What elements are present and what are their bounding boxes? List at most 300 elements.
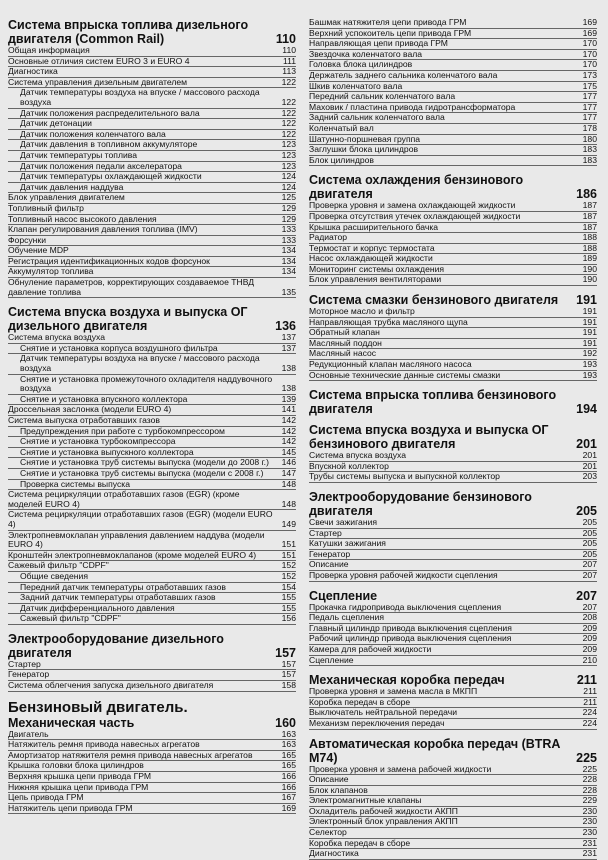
entry-title: Моторное масло и фильтр [309, 306, 415, 317]
toc-entry[interactable] [8, 354, 296, 374]
entry-title: Регистрация идентификационных кодов форсунок [8, 255, 210, 266]
section-title: Сцепление [309, 588, 378, 603]
toc-entry[interactable] [309, 275, 597, 286]
entry-title: Верхняя крышка цепи привода ГРМ [8, 771, 152, 782]
entry-title: Селектор [309, 827, 347, 838]
entry-title: Передний сальник коленчатого вала [309, 91, 456, 102]
page-number: 205 [582, 517, 597, 527]
toc-entry[interactable] [8, 375, 296, 395]
entry-title: Звездочка коленчатого вала [309, 48, 423, 59]
page-number: 190 [582, 274, 597, 285]
section-gap [8, 298, 296, 305]
page-number: 177 [582, 101, 597, 112]
toc-entry[interactable] [309, 223, 597, 234]
entry-title: Нижняя крышка цепи привода ГРМ [8, 781, 149, 792]
toc-section-heading[interactable] [309, 173, 597, 201]
entry-title: Обратный клапан [309, 327, 380, 338]
entry-title: Дроссельная заслонка (модели EURO 4) [8, 404, 172, 415]
entry-title: Шатунно-поршневая группа [309, 133, 421, 144]
entry-title: Масляный поддон [309, 337, 382, 348]
page-number: 177 [582, 91, 597, 102]
entry-title: Проверка отсутствия утечек охлаждающей жидкости [309, 210, 521, 221]
page-number: 137 [281, 342, 296, 353]
entry-title: Система выпуска отработавших газов [8, 415, 160, 425]
toc-section-heading[interactable] [8, 305, 296, 333]
entry-title: Прокачка гидропривода выключения сцепления [309, 601, 502, 612]
entry-title: Снятие и установка турбокомпрессора [20, 436, 176, 447]
entry-title: Проверка уровня рабочей жидкости сцепления [309, 569, 498, 580]
page-number: 183 [582, 154, 597, 165]
page-number: 113 [282, 66, 296, 77]
page-number: 157 [281, 658, 296, 669]
toc-entry[interactable] [309, 849, 597, 860]
page-number: 203 [582, 471, 597, 482]
toc-entry[interactable] [309, 371, 597, 382]
part-title: Бензиновый двигатель. [8, 698, 188, 716]
page-number: 134 [281, 245, 296, 256]
entry-title: Натяжитель цепи привода ГРМ [8, 802, 133, 813]
page-number: 124 [281, 171, 296, 182]
page-number: 139 [281, 393, 296, 404]
entry-title: Общая информация [8, 45, 90, 55]
page-number: 166 [281, 781, 296, 792]
page-number: 205 [582, 527, 597, 538]
entry-title: Датчик положения коленчатого вала [20, 128, 166, 139]
entry-title: Рабочий цилиндр привода выключения сцепления [309, 633, 512, 644]
toc-section-heading[interactable] [309, 737, 597, 765]
page-number: 122 [281, 128, 296, 139]
page-number: 175 [582, 80, 597, 91]
entry-title: Сажевый фильтр "CDPF" [8, 560, 109, 571]
entry-title: Блок управления вентиляторами [309, 274, 442, 285]
page-number: 211 [583, 686, 597, 697]
toc-section-heading[interactable] [309, 388, 597, 416]
toc-entry[interactable] [8, 660, 296, 671]
page-number: 187 [582, 221, 597, 232]
entry-title: Датчик температуры воздуха на впуске / массового расхода воздуха [20, 87, 260, 107]
toc-section-heading[interactable] [8, 632, 296, 660]
section-title: Электрооборудование бензинового двигателя [309, 490, 532, 518]
page-number: 180 [582, 133, 597, 144]
page-number: 156 [281, 613, 296, 624]
entry-title: Датчик дифференциального давления [20, 602, 175, 613]
page-number: 137 [281, 332, 296, 343]
page-number: 187 [582, 200, 597, 211]
toc-left-column [8, 18, 296, 814]
entry-title: Проверка уровня и замена масла в МКПП [309, 686, 478, 697]
entry-title: Башмак натяжителя цепи привода ГРМ [309, 17, 467, 27]
entry-title: Описание [309, 774, 349, 785]
page-number: 194 [576, 402, 597, 417]
section-gap [309, 483, 597, 490]
entry-title: Описание [309, 559, 349, 570]
entry-title: Система рециркуляции отработавших газов (EGR) (модели EURO 4) [8, 509, 273, 529]
page-number: 163 [281, 728, 296, 739]
page-number: 191 [582, 337, 597, 348]
page-number: 151 [281, 549, 296, 560]
entry-title: Снятие и установка корпуса воздушного фильтра [20, 342, 218, 353]
page-number: 183 [582, 144, 597, 155]
page-number: 201 [582, 450, 597, 461]
entry-title: Топливный насос высокого давления [8, 213, 157, 224]
page-number: 165 [281, 760, 296, 771]
page-number: 193 [582, 369, 597, 380]
page-number: 170 [582, 48, 597, 59]
page-number: 122 [281, 118, 296, 129]
entry-title: Амортизатор натяжителя ремня привода навесных агрегатов [8, 749, 253, 760]
entry-title: Основные технические данные системы смазки [309, 369, 501, 380]
page-number: 178 [582, 122, 597, 133]
page-number: 155 [281, 592, 296, 603]
toc-section-heading[interactable] [309, 293, 597, 307]
entry-title: Масляный насос [309, 348, 377, 359]
page-number: 142 [281, 436, 296, 447]
page-number: 152 [281, 560, 296, 571]
entry-title: Маховик / пластина привода гидротрансформатора [309, 101, 516, 112]
entry-title: Проверка системы выпуска [20, 478, 130, 489]
section-title: Система впрыска топлива дизельного двигателя (Common Rail) [8, 18, 249, 46]
entry-title: Датчик температуры воздуха на впуске / массового расхода воздуха [20, 353, 260, 374]
page-number: 136 [275, 319, 296, 334]
entry-title: Датчик детонации [20, 118, 92, 129]
page-number: 151 [281, 539, 296, 550]
page-number: 207 [576, 588, 597, 603]
page-number: 133 [281, 234, 296, 245]
page-number: 154 [281, 581, 296, 592]
toc-entry[interactable] [309, 472, 597, 483]
page-number: 138 [281, 383, 296, 394]
page-number: 163 [281, 739, 296, 750]
toc-entry[interactable] [8, 278, 296, 298]
entry-title: Аккумулятор топлива [8, 266, 94, 277]
page-number: 134 [281, 266, 296, 277]
entry-title: Коробка передач в сборе [309, 837, 411, 848]
entry-title: Задний датчик температуры отработавших газов [20, 592, 216, 603]
page-number: 110 [282, 45, 296, 55]
entry-title: Головка блока цилиндров [309, 59, 413, 70]
entry-title: Проверка уровня и замена охлаждающей жидкости [309, 200, 516, 211]
page-number: 145 [281, 446, 296, 457]
page-number: 177 [582, 112, 597, 123]
page-number: 228 [582, 784, 597, 795]
section-title: Система впрыска топлива бензинового двигателя [309, 388, 557, 417]
page-number: 230 [582, 816, 597, 827]
entry-title: Снятие и установка впускного коллектора [20, 393, 188, 404]
page-number: 228 [582, 774, 597, 785]
entry-title: Кронштейн электропневмоклапанов (кроме моделей EURO 4) [8, 549, 257, 560]
entry-title: Электромагнитные клапаны [309, 795, 422, 806]
toc-entry[interactable] [309, 765, 597, 776]
entry-title: Стартер [8, 658, 41, 669]
section-gap [309, 730, 597, 737]
page-number: 123 [281, 149, 296, 160]
page-number: 129 [281, 202, 296, 213]
entry-title: Направляющая цепи привода ГРМ [309, 38, 448, 49]
entry-title: Передний датчик температуры отработавших газов [20, 581, 226, 592]
page-number: 148 [281, 478, 296, 489]
toc-entry[interactable] [8, 531, 296, 551]
page-number: 224 [582, 707, 597, 718]
page-number: 173 [582, 69, 597, 80]
entry-title: Заглушки блока цилиндров [309, 144, 419, 155]
page-number: 225 [582, 763, 597, 774]
page-number: 188 [582, 232, 597, 243]
page-number: 230 [582, 827, 597, 838]
section-gap [309, 666, 597, 673]
entry-title: Диагностика [309, 848, 359, 859]
page-number: 111 [282, 55, 296, 66]
page-number: 207 [582, 601, 597, 612]
page-number: 165 [281, 749, 296, 760]
entry-title: Топливный фильтр [8, 202, 84, 213]
entry-title: Система управления дизельным двигателем [8, 76, 188, 87]
entry-title: Трубы системы выпуска и выпускной коллектор [309, 471, 500, 482]
page-number: 209 [582, 633, 597, 644]
entry-title: Сцепление [309, 654, 354, 665]
page-number: 205 [582, 548, 597, 559]
page-number: 170 [582, 38, 597, 49]
entry-title: Блок цилиндров [309, 154, 375, 165]
entry-title: Снятие и установка промежуточного охладителя наддувочного воздуха [20, 373, 273, 394]
entry-title: Снятие и установка выпускного коллектора [20, 446, 194, 457]
entry-title: Двигатель [8, 728, 49, 739]
toc-entry[interactable] [8, 490, 296, 510]
entry-title: Крышка головки блока цилиндров [8, 760, 144, 771]
page-number: 134 [281, 255, 296, 266]
page-number: 167 [281, 792, 296, 803]
page-number: 188 [582, 242, 597, 253]
entry-title: Охладитель рабочей жидкости АКПП [309, 805, 458, 816]
entry-title: Проверка уровня и замена рабочей жидкости [309, 763, 492, 774]
entry-title: Общие сведения [20, 570, 88, 581]
page-number: 193 [582, 359, 597, 370]
entry-title: Блок клапанов [309, 784, 368, 795]
entry-title: Термостат и корпус термостата [309, 242, 435, 253]
page-number: 189 [582, 253, 597, 264]
toc-section-heading[interactable] [309, 423, 597, 451]
page-number: 138 [281, 363, 296, 374]
entry-title: Цепь привода ГРМ [8, 792, 84, 803]
entry-title: Стартер [309, 527, 342, 538]
page-number: 186 [576, 187, 597, 202]
page-number: 157 [281, 669, 296, 680]
entry-title: Натяжитель ремня привода навесных агрегатов [8, 739, 200, 750]
page-number: 169 [582, 17, 597, 27]
section-gap [309, 381, 597, 388]
page-number: 142 [281, 425, 296, 436]
page-number: 224 [582, 717, 597, 728]
section-title: Автоматическая коробка передач (BTRA M74) [309, 736, 560, 765]
page-number: 124 [281, 181, 296, 192]
entry-title: Педаль сцепления [309, 612, 384, 623]
toc-entry[interactable] [309, 539, 597, 550]
section-title: Система впуска воздуха и выпуска ОГ дизельного двигателя [8, 305, 248, 334]
toc-entry[interactable] [8, 681, 296, 692]
section-title: Система охлаждения бензинового двигателя [309, 173, 524, 202]
section-gap [8, 625, 296, 632]
section-gap [309, 416, 597, 423]
entry-title: Механизм переключения передач [309, 717, 445, 728]
entry-title: Коробка передач в сборе [309, 696, 411, 707]
page-number: 125 [281, 192, 296, 203]
section-gap [309, 582, 597, 589]
page-number: 201 [582, 460, 597, 471]
page-number: 149 [281, 518, 296, 529]
entry-title: Верхний успокоитель цепи привода ГРМ [309, 27, 472, 38]
page-number: 210 [582, 654, 597, 665]
toc-section-heading[interactable] [309, 490, 597, 518]
entry-title: Коленчатый вал [309, 122, 374, 133]
page-number: 148 [281, 498, 296, 509]
entry-title: Камера для рабочей жидкости [309, 643, 432, 654]
page-number: 142 [281, 415, 296, 425]
page-number: 207 [582, 559, 597, 570]
toc-entry[interactable] [8, 225, 296, 236]
page-number: 191 [582, 316, 597, 327]
entry-title: Радиатор [309, 232, 348, 243]
section-gap [309, 166, 597, 173]
toc-entry[interactable] [8, 614, 296, 625]
page-number: 122 [281, 107, 296, 118]
entry-title: Датчик положения педали акселератора [20, 160, 182, 171]
entry-title: Система рециркуляции отработавших газов (EGR) (кроме моделей EURO 4) [8, 489, 240, 509]
entry-title: Датчик давления в топливном аккумуляторе [20, 139, 198, 150]
entry-title: Электропневмоклапан управления давлением наддува (модели EURO 4) [8, 529, 265, 550]
page-number: 169 [582, 27, 597, 38]
toc-entry[interactable] [309, 550, 597, 561]
page-number: 231 [582, 837, 597, 848]
section-title: Механическая коробка передач [309, 673, 505, 688]
page-number: 207 [582, 569, 597, 580]
entry-title: Датчик положения распределительного вала [20, 107, 200, 118]
page-number: 122 [281, 76, 296, 87]
section-title: Механическая часть [8, 715, 135, 730]
page-number: 122 [281, 96, 296, 107]
entry-title: Система впуска воздуха [309, 450, 407, 461]
entry-title: Генератор [309, 548, 351, 559]
toc-entry[interactable] [309, 518, 597, 529]
entry-title: Форсунки [8, 234, 46, 245]
page-number: 141 [281, 404, 296, 415]
entry-title: Направляющая трубка масляного щупа [309, 316, 468, 327]
entry-title: Мониторинг системы охлаждения [309, 263, 445, 274]
entry-title: Блок управления двигателем [8, 192, 125, 203]
toc-entry[interactable] [309, 656, 597, 667]
page-number: 231 [582, 848, 597, 859]
toc-entry[interactable] [8, 510, 296, 530]
entry-title: Задний сальник коленчатого вала [309, 112, 445, 123]
page-number: 191 [576, 293, 597, 308]
toc-entry[interactable] [8, 88, 296, 108]
page-number: 170 [582, 59, 597, 70]
page-number: 110 [275, 32, 296, 46]
page-number: 166 [281, 771, 296, 782]
entry-title: Обнуление параметров, корректирующих создаваемое ТНВД давление топлива [8, 277, 255, 297]
entry-title: Обучение MDP [8, 245, 69, 256]
page-number: 146 [281, 457, 296, 468]
entry-title: Впускной коллектор [309, 460, 389, 471]
section-gap [309, 286, 597, 293]
section-gap [8, 692, 296, 699]
entry-title: Основные отличия систем EURO 3 и EURO 4 [8, 55, 190, 66]
page-number: 155 [281, 602, 296, 613]
entry-title: Диагностика [8, 66, 58, 77]
entry-title: Датчик температуры охлаждающей жидкости [20, 171, 202, 182]
entry-title: Главный цилиндр привода выключения сцепления [309, 622, 512, 633]
page-number: 147 [281, 467, 296, 478]
page-number: 158 [281, 680, 296, 691]
entry-title: Датчик температуры топлива [20, 149, 138, 160]
section-title: Система смазки бензинового двигателя [309, 293, 559, 308]
page-number: 160 [275, 715, 296, 730]
page-number: 190 [582, 263, 597, 274]
entry-title: Датчик давления наддува [20, 181, 124, 192]
toc-entry[interactable] [309, 571, 597, 582]
page-number: 205 [582, 538, 597, 549]
page-number: 192 [582, 348, 597, 359]
toc-section-heading[interactable] [8, 18, 296, 46]
toc-entry[interactable] [8, 804, 296, 815]
page-number: 187 [582, 210, 597, 221]
entry-title: Предупреждения при работе с турбокомпрессором [20, 425, 225, 436]
page-number: 211 [583, 696, 597, 707]
section-title: Система впуска воздуха и выпуска ОГ бензинового двигателя [309, 423, 549, 452]
page-number: 201 [576, 437, 597, 452]
entry-title: Редукционный клапан масляного насоса [309, 359, 472, 370]
entry-title: Держатель заднего сальника коленчатого вала [309, 69, 498, 80]
entry-title: Свечи зажигания [309, 517, 378, 527]
entry-title: Клапан регулирования давления топлива (IMV) [8, 224, 198, 235]
toc-entry[interactable] [309, 156, 597, 167]
page-number: 135 [281, 286, 296, 297]
toc-entry[interactable] [309, 817, 597, 828]
page-number: 191 [582, 306, 597, 317]
entry-title: Система впуска воздуха [8, 332, 106, 343]
toc-right-column [309, 18, 597, 860]
page-number: 229 [582, 795, 597, 806]
entry-title: Сажевый фильтр "CDPF" [20, 613, 121, 624]
entry-title: Крышка расширительного бачка [309, 221, 439, 232]
page-number: 133 [281, 224, 296, 235]
page-number: 123 [281, 139, 296, 150]
toc-entry[interactable] [309, 719, 597, 730]
entry-title: Система облегчения запуска дизельного двигателя [8, 680, 214, 691]
page-number: 129 [281, 213, 296, 224]
toc-section-heading[interactable] [309, 673, 597, 687]
page-number: 123 [281, 160, 296, 171]
entry-title: Насос охлаждающей жидкости [309, 253, 433, 264]
page-number: 225 [576, 750, 597, 765]
page-number: 209 [582, 643, 597, 654]
page-number: 157 [275, 645, 296, 660]
entry-title: Электронный блок управления АКПП [309, 816, 458, 827]
page-number: 205 [576, 504, 597, 518]
toc-section-heading[interactable] [309, 589, 597, 603]
page-number: 230 [582, 805, 597, 816]
entry-title: Катушки зажигания [309, 538, 386, 549]
page-number: 152 [281, 570, 296, 581]
entry-title: Генератор [8, 669, 50, 680]
page-number: 191 [582, 327, 597, 338]
entry-title: Выключатель нейтральной передачи [309, 707, 458, 718]
toc-section-heading[interactable] [8, 716, 296, 730]
page-number: 169 [281, 802, 296, 813]
entry-title: Снятие и установка труб системы выпуска (модели с 2008 г.) [20, 467, 264, 478]
page-number: 211 [576, 673, 597, 688]
entry-title: Шкив коленчатого вала [309, 80, 403, 91]
page-number: 209 [582, 622, 597, 633]
section-title: Электрооборудование дизельного двигателя [8, 631, 224, 660]
